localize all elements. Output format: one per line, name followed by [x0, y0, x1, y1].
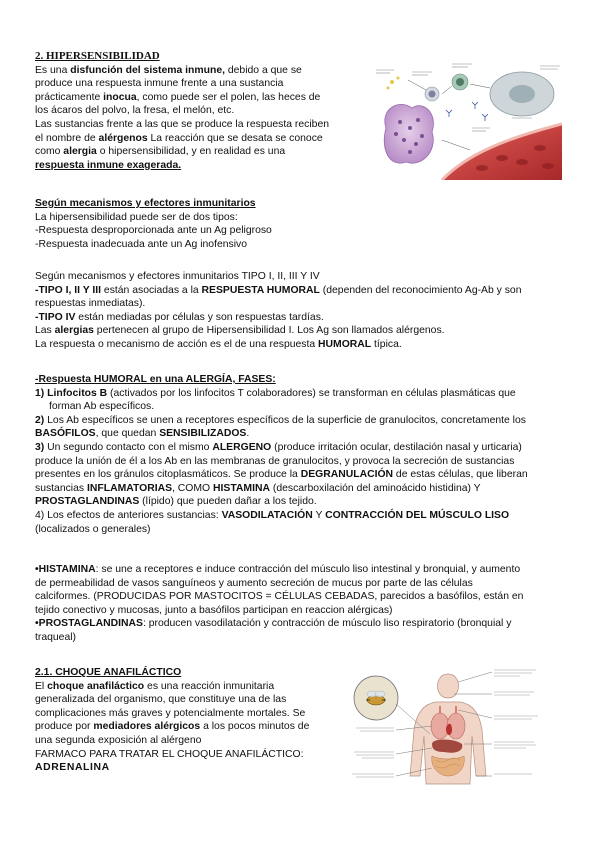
- paragraph-line: -TIPO IV están mediadas por células y son respuestas tardías.: [35, 311, 324, 323]
- paragraph-line: como alergia o hipersensibilidad, y en realidad es una: [35, 146, 286, 158]
- paragraph-line: PROSTAGLANDINAS (lípido) que pueden dañar a los tejido.: [35, 496, 317, 508]
- section-tipos: [35, 270, 565, 352]
- anaphylaxis-body-illustration: [336, 664, 566, 814]
- paragraph-line: una segunda exposición al alérgeno: [35, 734, 202, 746]
- paragraph-line: produce por mediadores alérgicos a los pocos minutos de: [35, 721, 310, 733]
- paragraph-line: presentes en los gránulos citoplasmáticos. Se produce la DEGRANULACIÓN de estas células, que liberan: [35, 469, 528, 481]
- paragraph-line: tejido conectivo y mucosas, junto a basófilos participan en reaccion alérgicas): [35, 604, 393, 616]
- paragraph-line: Es una disfunción del sistema inmune, debido a que se: [35, 64, 302, 76]
- paragraph-line: respuestas inmediatas).: [35, 298, 146, 310]
- paragraph-line: 4) Los efectos de anteriores sustancias: VASODILATACIÓN Y CONTRACCIÓN DEL MÚSCULO LISO: [35, 509, 510, 521]
- paragraph-line: generalizada del organismo, que constituye una de las: [35, 694, 287, 706]
- paragraph-line: sustancias INFLAMATORIAS, COMO HISTAMINA (descarboxilación del aminoácido histidina) Y: [35, 482, 481, 494]
- paragraph-line: 1) Linfocitos B (activados por los linfocitos T colaboradores) se transforman en células plasmáticas que: [35, 387, 516, 399]
- paragraph-line: Según mecanismos y efectores inmunitarios TIPO I, II, III Y IV: [35, 271, 320, 282]
- paragraph-line: •HISTAMINA: se une a receptores e induce contracción del músculo liso intestinal y bronquial, y aumento: [35, 564, 521, 575]
- paragraph-line: -Respuesta inadecuada ante un Ag inofensivo: [35, 238, 248, 250]
- paragraph-line: Las sustancias frente a las que se produce la respuesta reciben: [35, 118, 330, 130]
- paragraph-line: -TIPO I, II Y III están asociadas a la RESPUESTA HUMORAL (dependen del reconocimiento Ag-Ab y son: [35, 284, 522, 296]
- paragraph-line: La hipersensibilidad puede ser de dos tipos:: [35, 211, 238, 223]
- section-respuesta-humoral: [35, 373, 565, 536]
- section-choque-anafilactico: [35, 666, 335, 775]
- paragraph-line: •PROSTAGLANDINAS: producen vasodilatación y contracción de músculo liso respiratorio (bronquial y: [35, 618, 512, 630]
- section-title: 2. HIPERSENSIBILIDAD: [35, 50, 160, 62]
- paragraph-line: el nombre de alérgenos La reacción que se desata se conoce: [35, 132, 323, 144]
- paragraph-line: ADRENALINA: [35, 762, 110, 774]
- paragraph-line: El choque anafiláctico es una reacción inmunitaria: [35, 680, 275, 692]
- paragraph-line: calciformes. (PRODUCIDAS POR MASTOCITOS = CÉLULAS CEBADAS, parecidos a basófilos, están en: [35, 591, 524, 603]
- section-mediadores: [35, 563, 565, 645]
- paragraph-line: prácticamente inocua, como puede ser el polen, las heces de: [35, 91, 321, 103]
- paragraph-line: de permeabilidad de vasos sanguíneos y aumento secreción de mucus por parte de las células: [35, 577, 473, 589]
- paragraph-line: respuesta inmune exagerada.: [35, 159, 182, 171]
- section-hipersensibilidad: [35, 50, 365, 172]
- allergy-cells-illustration: [372, 58, 562, 180]
- paragraph-line: produce una respuesta inmune frente a una sustancia: [35, 78, 284, 90]
- section-mecanismos: [35, 197, 565, 251]
- paragraph-line: Las alergias pertenecen al grupo de Hipersensibilidad I. Los Ag son llamados alérgenos.: [35, 325, 445, 337]
- section-title: Según mecanismos y efectores inmunitarios: [35, 198, 256, 209]
- section-title: 2.1. CHOQUE ANAFILÁCTICO: [35, 667, 182, 678]
- paragraph-line: BASÓFILOS, que quedan SENSIBILIZADOS.: [35, 428, 250, 440]
- paragraph-line: FARMACO PARA TRATAR EL CHOQUE ANAFILÁCTICO:: [35, 748, 304, 760]
- paragraph-line: (localizados o generales): [35, 523, 151, 535]
- paragraph-line: 3) Un segundo contacto con el mismo ALERGENO (produce irritación ocular, destilación nasal y urticaria): [35, 441, 522, 453]
- paragraph-line: complicaciones más graves y potencialmente mortales. Se: [35, 707, 306, 719]
- paragraph-line: -Respuesta desproporcionada ante un Ag peligroso: [35, 225, 272, 237]
- paragraph-line: produce la unión de él a los Ab en las membranas de granulocitos, y provoca la secreción de sustancias: [35, 455, 515, 467]
- paragraph-line: forman Ab específicos.: [49, 401, 155, 413]
- paragraph-line: traqueal): [35, 631, 77, 643]
- paragraph-line: los ácaros del polvo, la fresa, el melón, etc.: [35, 105, 235, 117]
- paragraph-line: La respuesta o mecanismo de acción es el de una respuesta HUMORAL típica.: [35, 338, 402, 350]
- paragraph-line: 2) Los Ab específicos se unen a receptores específicos de la superficie de granulocitos, concretamente los: [35, 414, 526, 426]
- section-title: -Respuesta HUMORAL en una ALERGÍA, FASES:: [35, 374, 276, 385]
